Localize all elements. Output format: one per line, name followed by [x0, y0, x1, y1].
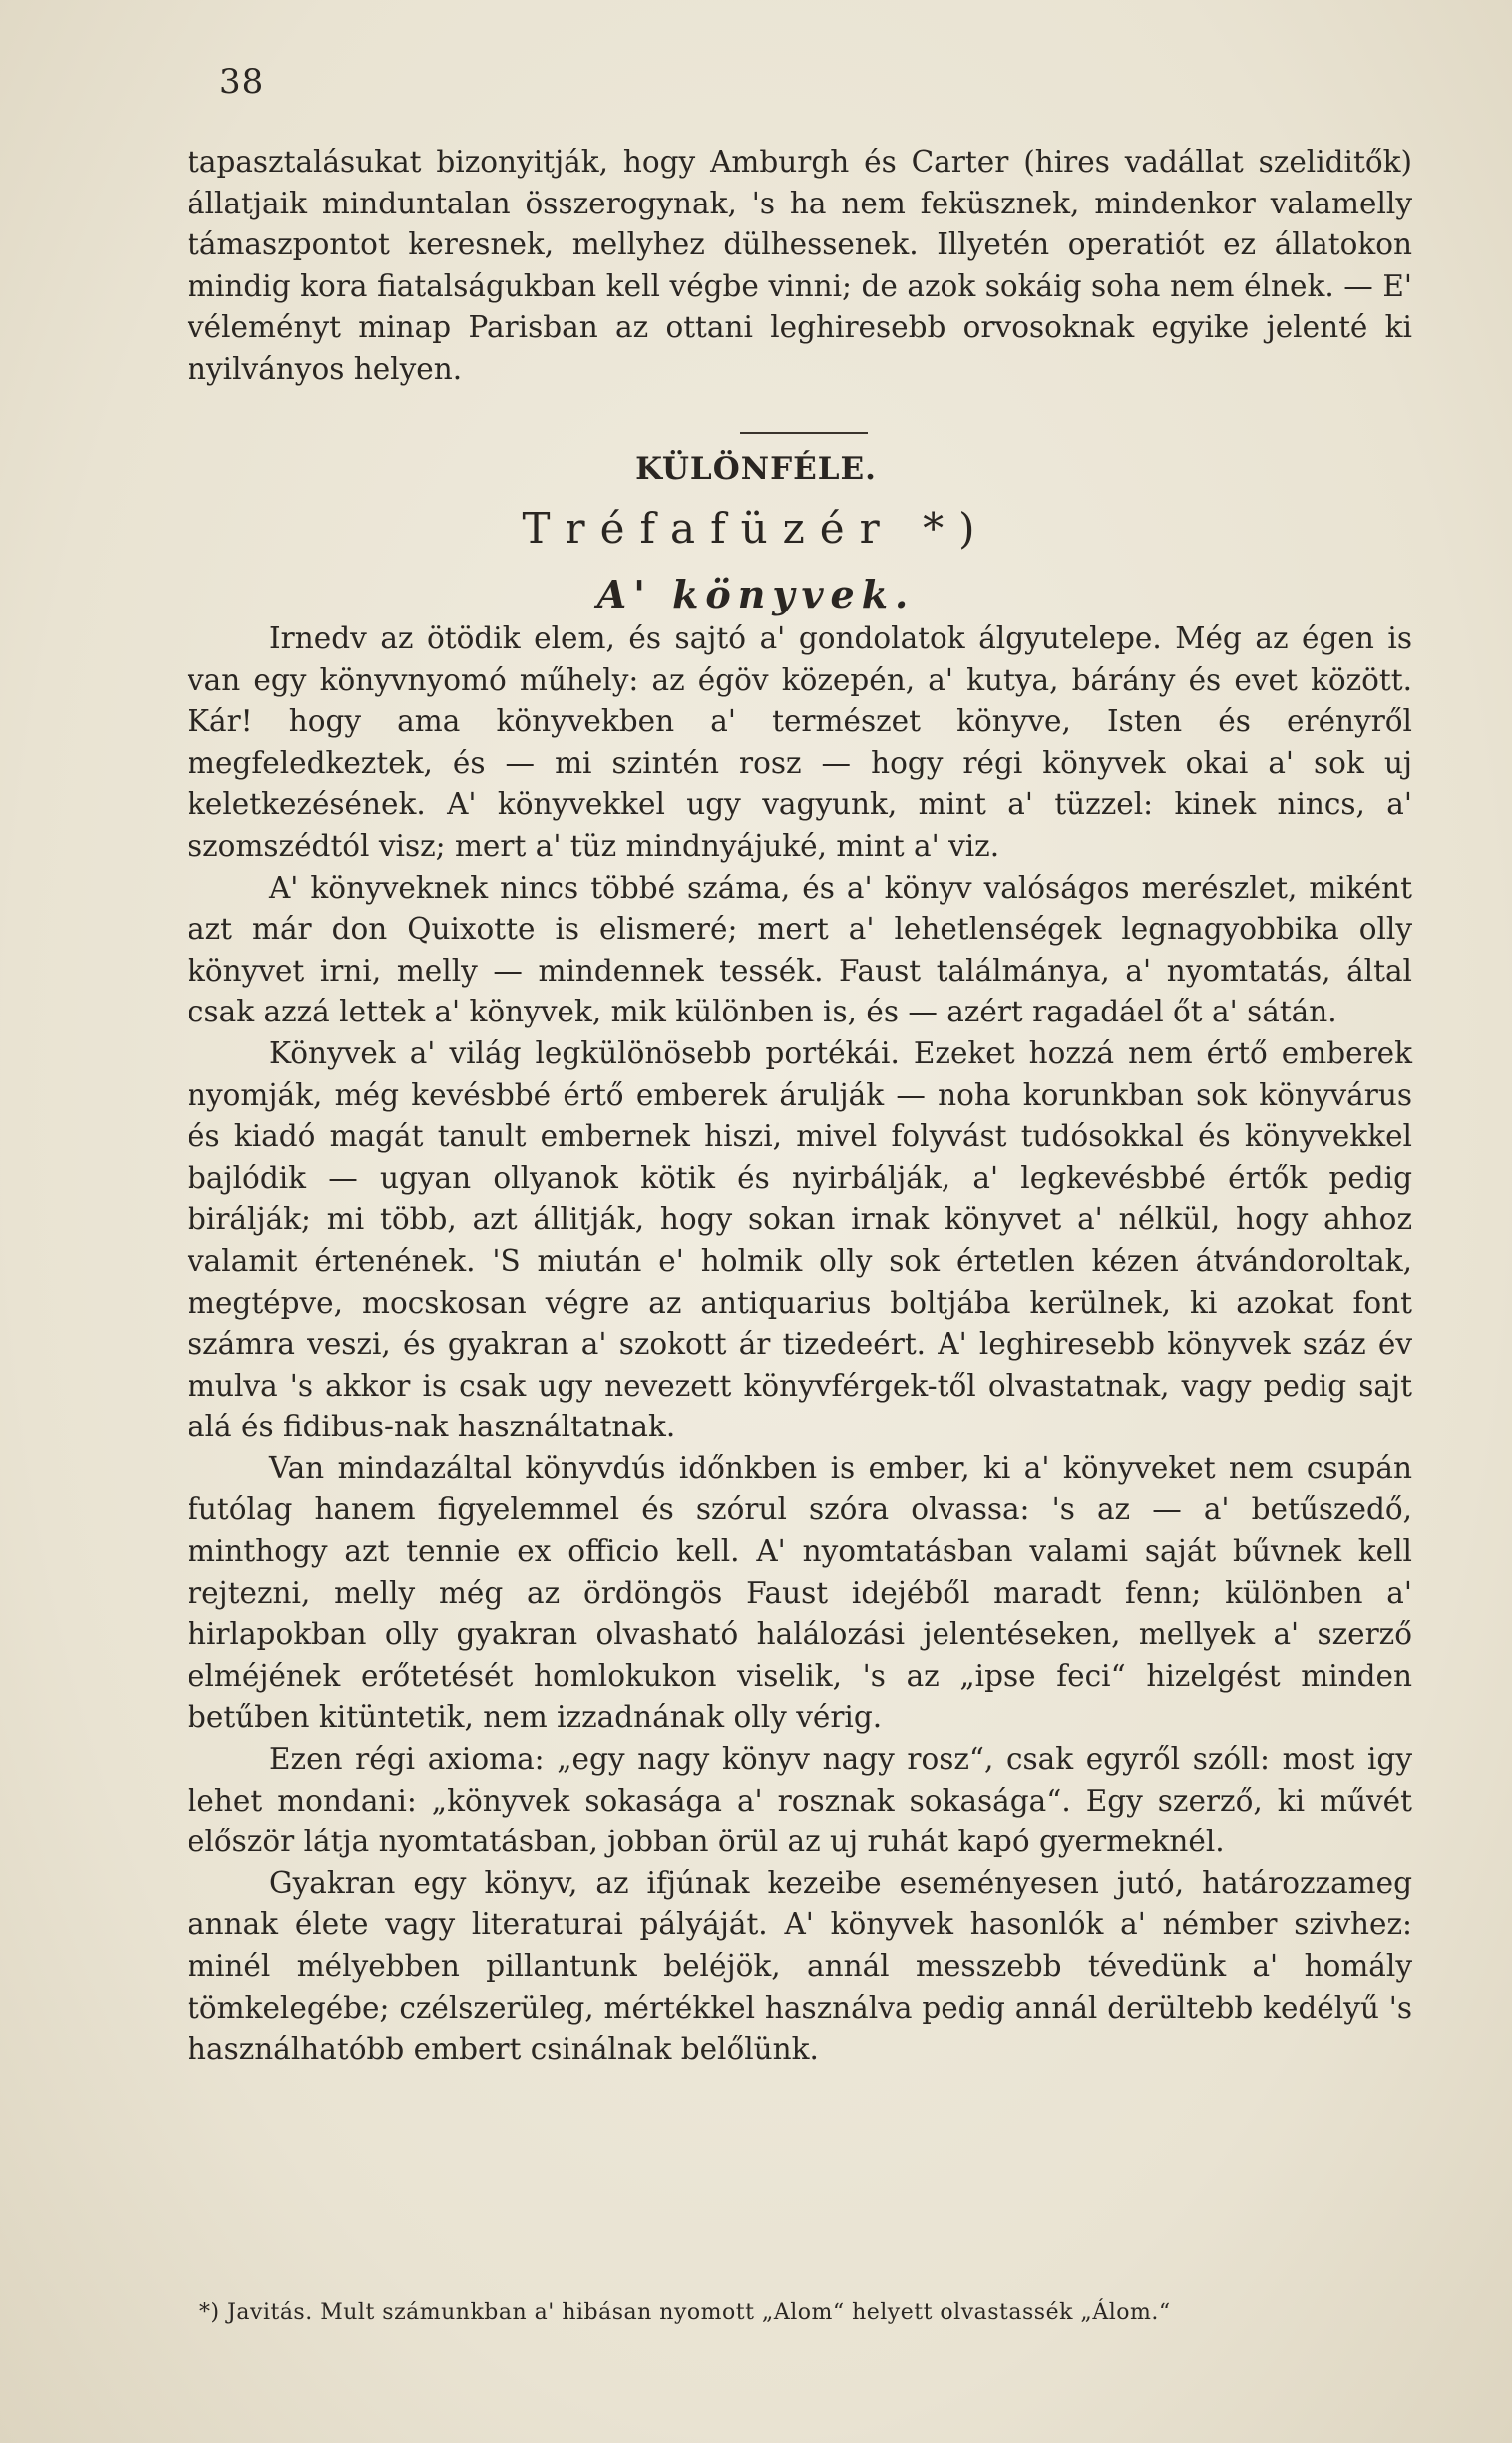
intro-paragraph: tapasztalásukat bizonyitják, hogy Amburgh és Carter (hires vadállat szeliditők) állatjaik minduntalan összerogynak, 's ha nem feküsznek, mindenkor valamelly támaszpontot keresnek, mellyhez dülhessenek. Illyetén operatiót ez állatokon mindig kora fiatalságukban kell végbe vinni; de azok sokáig soha nem élnek. — E' véleményt minap Parisban az ottani leghiresebb orvosoknak egyike jelenté ki nyilványos helyen. — [188, 145, 1412, 386]
body-paragraph-3: Könyvek a' világ legkülönösebb portékái. Ezeket hozzá nem értő emberek nyomják, még kevésbbé értő emberek árulják — noha korunkban sok könyvárus és kiadó magát tanult embernek hiszi, mivel folyvást tudósokkal és könyvekkel bajlódik — ugyan ollyanok kötik és nyirbálják, a' legkevésbbé értők pedig birálják; mi több, azt állitják, hogy sokan irnak könyvet a' nélkül, hogy ahhoz valamit értenének. 'S miután e' holmik olly sok értetlen kézen átvándoroltak, megtépve, mocskosan végre az antiquarius boltjába kerülnek, ki azokat font számra veszi, és gyakran a' szokott ár tizedeért. A' leghiresebb könyvek száz év mulva 's akkor is csak ugy nevezett könyvférgek-től olvastatnak, vagy pedig sajt alá és fidibus-nak használtatnak. — [188, 1035, 1412, 1444]
section-title: KÜLÖNFÉLE. — [635, 451, 877, 487]
intro-block — [188, 142, 1412, 391]
article-body — [188, 618, 1412, 2071]
page-number: 38 — [219, 62, 265, 102]
footnote: *) Javitás. Mult számunkban a' hibásan nyomott „Alom“ helyett olvastassék „Álom.“ — [199, 2300, 1171, 2325]
article-subtitle: A' könyvek. — [596, 572, 916, 616]
body-paragraph-2: A' könyveknek nincs többé száma, és a' könyv valóságos merészlet, miként azt már don Quixotte is elismeré; mert a' lehetlenségek legnagyobbika olly könyvet irni, melly — mindennek tessék. Faust találmánya, a' nyomtatás, által csak azzá lettek a' könyvek, mik különben is, és — azért ragadáel őt a' sátán. — [188, 870, 1412, 1029]
article-title: Tréfafüzér *) — [522, 504, 990, 553]
body-paragraph-4: Van mindazáltal könyvdús időnkben is ember, ki a' könyveket nem csupán futólag hanem figyelemmel és szórul szóra olvassa: 's az — a' betűszedő, minthogy azt tennie ex officio kell. A' nyomtatásban valami saját bűvnek kell rejtezni, melly még az ördöngös Faust idejéből maradt fenn; különben a' hirlapokban olly gyakran olvasható halálozási jelentéseken, mellyek a' szerző elméjének erőtetését homlokukon viselik, 's az „ipse feci“ hizelgést minden betűben kitüntetik, nem izzadnának olly vérig. — [188, 1450, 1412, 1735]
body-paragraph-1: Irnedv az ötödik elem, és sajtó a' gondolatok álgyutelepe. Még az égen is van egy könyvnyomó műhely: az égöv közepén, a' kutya, bárány és evet között. Kár! hogy ama könyvekben a' természet könyve, Isten és erényről megfeledkeztek, és — mi szintén rosz — hogy régi könyvek okai a' sok uj keletkezésének. A' könyvekkel ugy vagyunk, mint a' tüzzel: kinek nincs, a' szomszédtól visz; mert a' tüz mindnyájuké, mint a' viz. — [188, 621, 1412, 863]
body-paragraph-6: Gyakran egy könyv, az ifjúnak kezeibe eseményesen jutó, határozzameg annak élete vagy literaturai pályáját. A' könyvek hasonlók a' némber szivhez: minél mélyebben pillantunk beléjök, annál messzebb tévedünk a' homály tömkelegébe; czélszerüleg, mértékkel használva pedig annál derültebb kedélyű 's használhatóbb embert csinálnak belőlünk. — [188, 1865, 1412, 2067]
body-paragraph-5: Ezen régi axioma: „egy nagy könyv nagy rosz“, csak egyről szóll: most igy lehet mondani: „könyvek sokasága a' rosznak sokasága“. Egy szerző, ki művét először látja nyomtatásban, jobban örül az uj ruhát kapó gyermeknél. — [188, 1742, 1412, 1859]
section-divider — [740, 432, 868, 434]
